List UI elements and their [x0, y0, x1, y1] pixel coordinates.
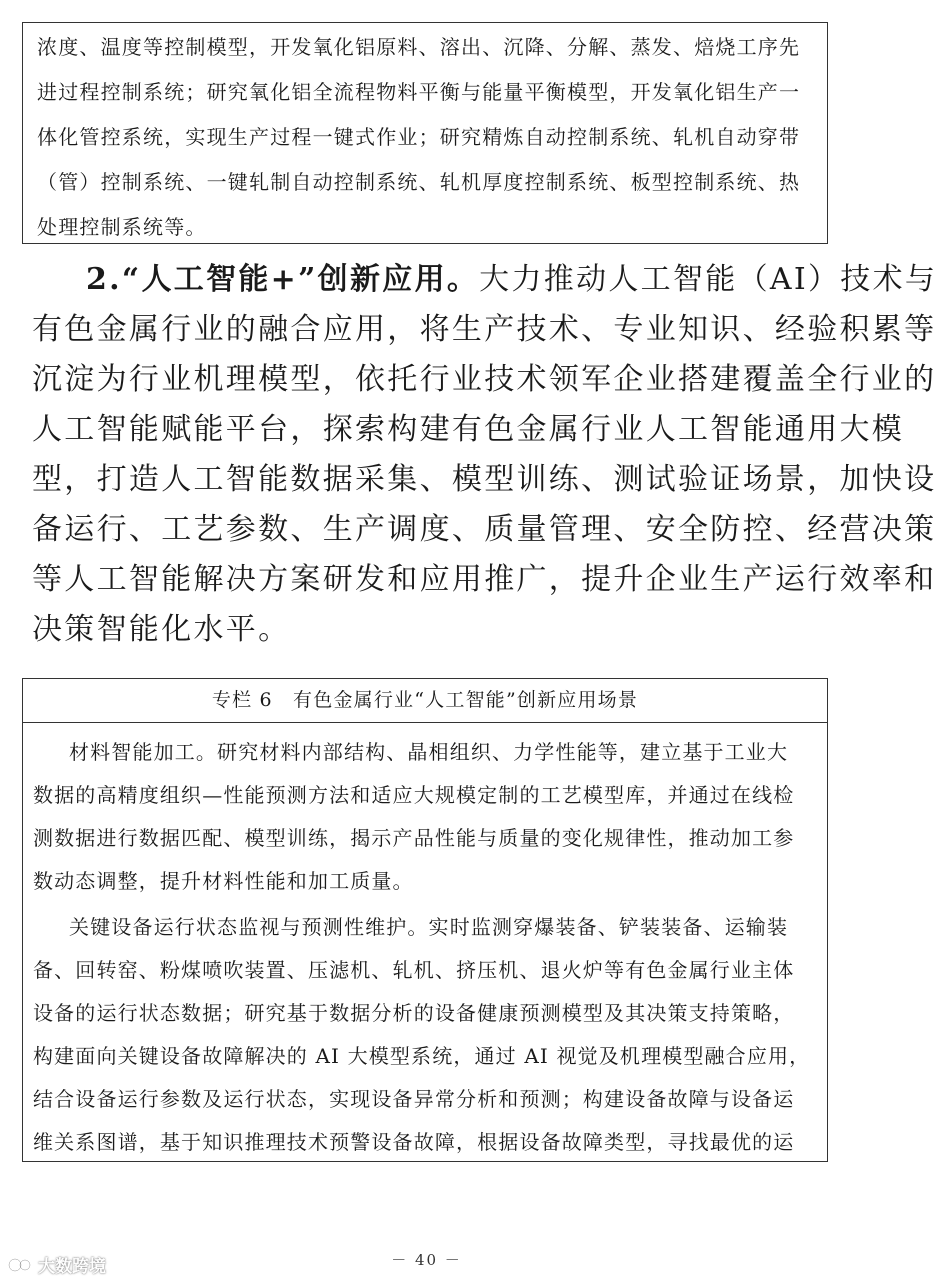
- column-box-title: 专栏 6 有色金属行业“人工智能”创新应用场景: [211, 689, 639, 711]
- section-heading: 2.“人工智能+”创新应用。: [86, 262, 480, 297]
- paragraph-line: 等人工智能解决方案研发和应用推广，提升企业生产运行效率和: [32, 562, 937, 597]
- box2-line: 设备的运行状态数据；研究基于数据分析的设备健康预测模型及其决策支持策略，: [33, 1001, 795, 1025]
- paragraph-first-line: [86, 262, 937, 298]
- box1-line: 体化管控系统，实现生产过程一键式作业；研究精炼自动控制系统、轧机自动穿带: [37, 125, 801, 149]
- box2-line: 关键设备运行状态监视与预测性维护。实时监测穿爆装备、铲装装备、运输装: [69, 915, 789, 939]
- paragraph-line: 人工智能赋能平台，探索构建有色金属行业人工智能通用大模: [32, 412, 905, 447]
- box1-line: 处理控制系统等。: [37, 215, 207, 239]
- column-box-continued: [22, 22, 828, 244]
- paragraph-line: 决策智能化水平。: [32, 612, 291, 647]
- paragraph-line: 备运行、工艺参数、生产调度、质量管理、安全防控、经营决策: [32, 512, 937, 547]
- box2-line: 结合设备运行参数及运行状态，实现设备异常分析和预测；构建设备故障与设备运: [33, 1087, 795, 1111]
- watermark: [8, 1252, 106, 1277]
- column-box-6: [22, 678, 828, 1162]
- box1-line: 浓度、温度等控制模型，开发氧化铝原料、溶出、沉降、分解、蒸发、焙烧工序先: [37, 35, 801, 59]
- paragraph-line-text: 大力推动人工智能（AI）技术与: [479, 262, 937, 297]
- box1-line: 进过程控制系统；研究氧化铝全流程物料平衡与能量平衡模型，开发氧化铝生产一: [37, 80, 801, 104]
- watermark-text: 大数跨境: [38, 1257, 106, 1277]
- column-box-title-row: [23, 679, 827, 723]
- box1-line: （管）控制系统、一键轧制自动控制系统、轧机厚度控制系统、板型控制系统、热: [37, 170, 801, 194]
- box2-line: 测数据进行数据匹配、模型训练，揭示产品性能与质量的变化规律性，推动加工参: [33, 826, 795, 850]
- box2-line: 维关系图谱，基于知识推理技术预警设备故障，根据设备故障类型，寻找最优的运: [33, 1130, 795, 1154]
- box2-line: 数动态调整，提升材料性能和加工质量。: [33, 869, 414, 893]
- page-number: － 40 －: [391, 1251, 462, 1269]
- brand-logo-icon: [8, 1255, 32, 1275]
- paragraph-line: 型，打造人工智能数据采集、模型训练、测试验证场景，加快设: [32, 462, 937, 497]
- box2-line: 备、回转窑、粉煤喷吹装置、压滤机、轧机、挤压机、退火炉等有色金属行业主体: [33, 958, 795, 982]
- paragraph-line: 沉淀为行业机理模型，依托行业技术领军企业搭建覆盖全行业的: [32, 362, 937, 397]
- box2-line: 材料智能加工。研究材料内部结构、晶相组织、力学性能等，建立基于工业大: [69, 740, 789, 764]
- box2-line: 数据的高精度组织—性能预测方法和适应大规模定制的工艺模型库，并通过在线检: [33, 783, 795, 807]
- paragraph-line: 有色金属行业的融合应用，将生产技术、专业知识、经验积累等: [32, 312, 937, 347]
- box2-line: 构建面向关键设备故障解决的 AI 大模型系统，通过 AI 视觉及机理模型融合应用，: [33, 1044, 811, 1068]
